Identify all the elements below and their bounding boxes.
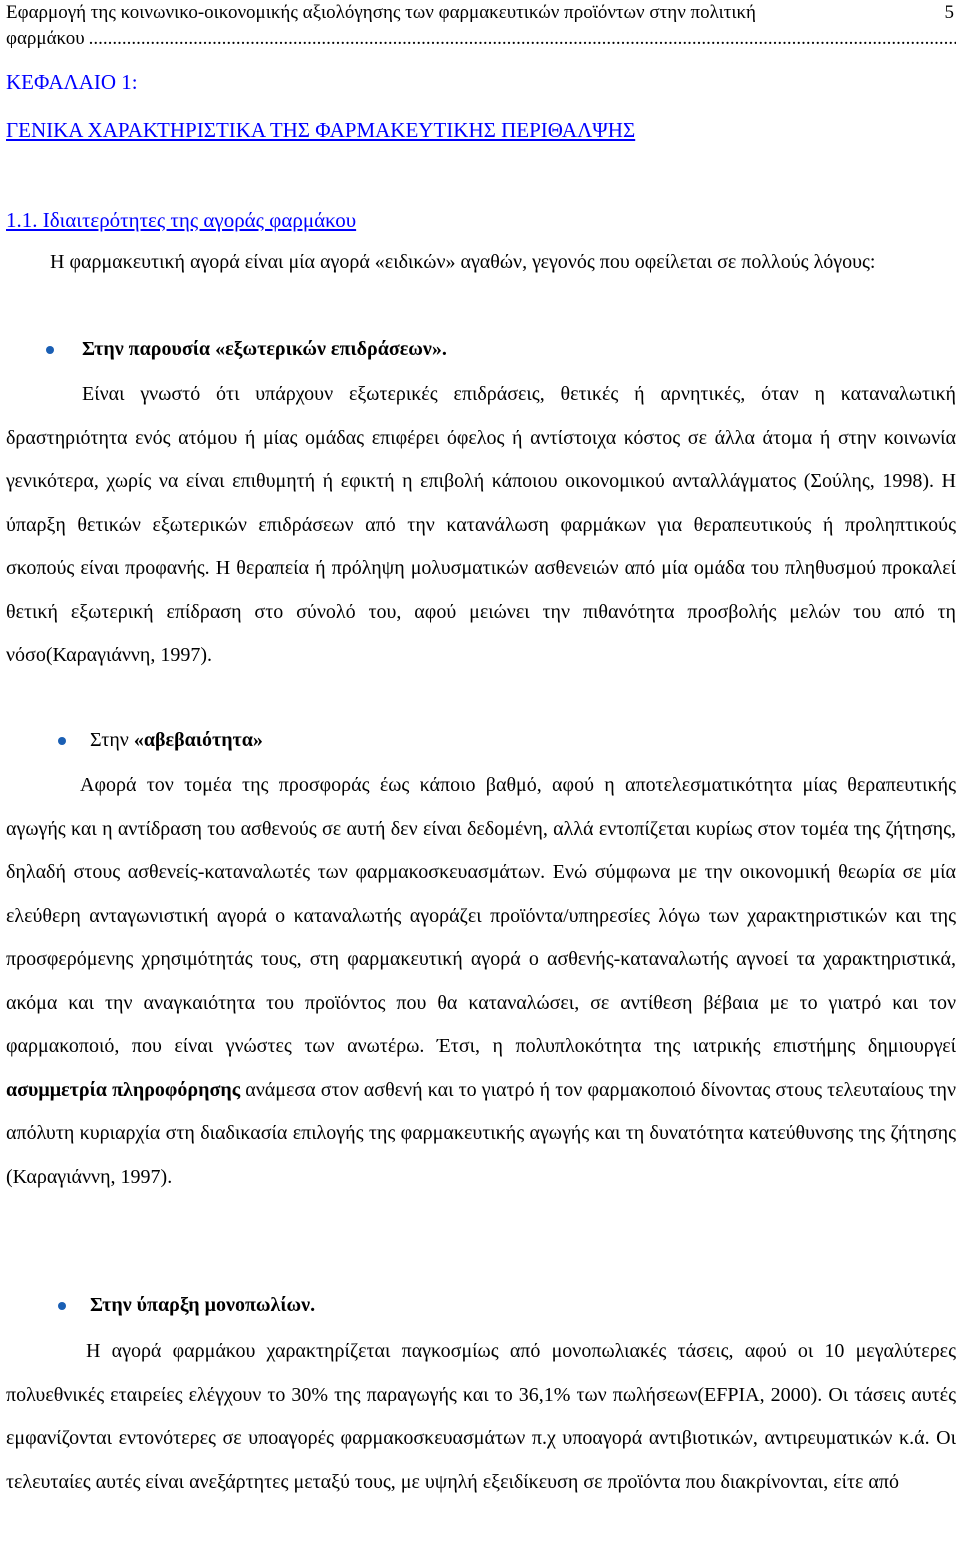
- bullet-heading: Στην παρουσία «εξωτερικών επιδράσεων».: [82, 338, 447, 360]
- uncertainty-text-a: Αφορά τον τομέα της προσφοράς έως κάποιο βαθμό, αφού η αποτελεσματικότητα μίας θεραπευτικής αγωγής και η αντίδραση του ασθενούς σε αυτή δεν είναι δεδομένη, αλλά εντοπίζεται κυρίως στον τομέα της ζήτησης, δηλαδή στους ασθενείς-καταναλωτές των φαρμακοσκευασμάτων. Ενώ σύμφωνα με την οικονομική θεωρία σε μία ελεύθερη ανταγωνιστική αγορά ο καταναλωτής αγοράζει προϊόντα/υπηρεσίες λόγω των χαρακτηριστικών και της προσφερόμενης χρησιμότητάς τους, στη φαρμακευτική αγορά ο ασθενής-καταναλωτής αγνοεί τα χαρακτηριστικά, ακόμα και την αναγκαιότητα του προϊόντος που θα καταναλώσει, σε αντίθεση βέβαια με το γιατρό και τον φαρμακοποιό, που είναι γνώστες των ανωτέρω. Έτσι, η πολυπλοκότητα της ιατρικής επιστήμης δημιουργεί: [6, 774, 956, 1057]
- chapter-title[interactable]: ΓΕΝΙΚΑ ΧΑΡΑΚΤΗΡΙΣΤΙΚΑ ΤΗΣ ΦΑΡΜΑΚΕΥΤΙΚΗΣ ΠΕΡΙΘΑΛΨΗΣ: [6, 118, 636, 142]
- bullet-item-externalities: [46, 338, 447, 361]
- uncertainty-text-b: ανάμεσα στον ασθενή και το γιατρό ή τον φαρμακοποιό δίνοντας στους τελευταίους την απόλυτη κυριαρχία στη διαδικασία επιλογής της φαρμακευτικής αγωγής και τη δυνατότητα κατεύθυνσης της ζήτησης (Καραγιάννη, 1997).: [6, 1078, 957, 1188]
- section-title[interactable]: 1.1. Ιδιαιτερότητες της αγοράς φαρμάκου: [6, 208, 357, 232]
- externalities-paragraph: Είναι γνωστό ότι υπάρχουν εξωτερικές επιδράσεις, θετικές ή αρνητικές, όταν η καταναλωτική δραστηριότητα ενός ατόμου ή μίας ομάδας επιφέρει όφελος ή αντίστοιχα κόστος σε άλλα άτομα ή στην κοινωνία γενικότερα, χωρίς να είναι επιθυμητή ή εφικτή η επιβολή κάποιου οικονομικού ανταλλάγματος (Σούλης, 1998). Η ύπαρξη θετικών εξωτερικών επιδράσεων από την κατανάλωση φαρμάκων για θεραπευτικούς ή προληπτικούς σκοπούς είναι προφανής. Η θεραπεία ή πρόληψη μολυσματικών ασθενειών από μία ομάδα του πληθυσμού προκαλεί θετική εξωτερική επίδραση στο σύνολό του, αφού μειώνει την πιθανότητα προσβολής μελών του από τη νόσο(Καραγιάννη, 1997).: [6, 383, 956, 666]
- header-title-line1: Εφαρμογή της κοινωνικο-οικονομικής αξιολόγησης των φαρμακευτικών προϊόντων στην πολιτική: [6, 2, 756, 23]
- monopolies-section: [6, 1330, 956, 1504]
- header-title-line2: φαρμάκου: [6, 28, 85, 49]
- uncertainty-paragraph: [6, 764, 956, 1199]
- bullet-heading-term: «αβεβαιότητα»: [133, 729, 263, 751]
- bullet-heading: Στην ύπαρξη μονοπωλίων.: [90, 1294, 316, 1316]
- bullet-dot-icon: [46, 346, 54, 354]
- externalities-section: [6, 373, 956, 678]
- header-leader-dots: [89, 26, 956, 52]
- page-number: 5: [944, 2, 954, 23]
- uncertainty-section: [6, 764, 956, 1199]
- bullet-dot-icon: [58, 737, 66, 745]
- bullet-heading-uncertainty: [90, 729, 263, 752]
- bullet-item-uncertainty: [58, 729, 263, 752]
- monopolies-paragraph: Η αγορά φαρμάκου χαρακτηρίζεται παγκοσμίως από μονοπωλιακές τάσεις, αφού οι 10 μεγαλύτερες πολυεθνικές εταιρείες ελέγχουν το 30% της παραγωγής και το 36,1% των πωλήσεων(EFPIA, 2000). Οι τάσεις αυτές εμφανίζονται εντονότερες σε υποαγορές φαρμακοσκευασμάτων π.χ υποαγορά αντιβιοτικών, αντιρευματικών κ.ά. Οι τελευταίες αυτές είναι ανεξάρτητες μεταξύ τους, με υψηλή εξειδίκευση σε προϊόντα που διακρίνονται, είτε από: [6, 1340, 956, 1493]
- running-header: [6, 0, 956, 52]
- bullet-dot-icon: [58, 1302, 66, 1310]
- bullet-heading-prefix: Στην: [90, 729, 134, 751]
- information-asymmetry-term: ασυμμετρία πληροφόρησης: [6, 1078, 241, 1101]
- bullet-item-monopolies: [58, 1294, 315, 1317]
- chapter-number: ΚΕΦΑΛΑΙΟ 1:: [6, 70, 138, 94]
- section-intro: [6, 241, 956, 285]
- intro-paragraph: Η φαρμακευτική αγορά είναι μία αγορά «ειδικών» αγαθών, γεγονός που οφείλεται σε πολλούς λόγους:: [50, 251, 876, 273]
